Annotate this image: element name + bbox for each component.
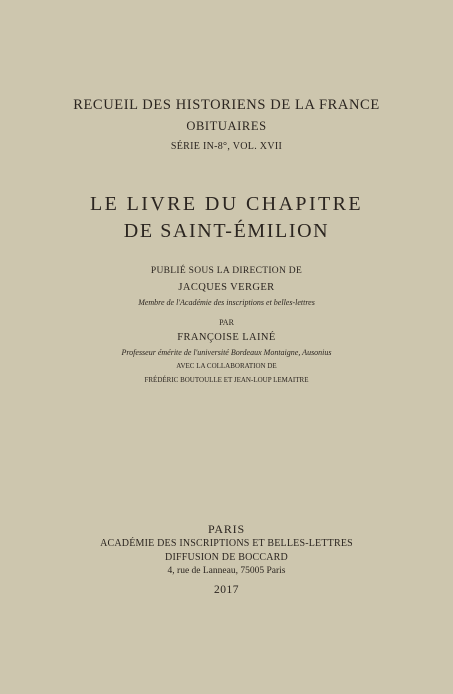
collaboration-label: AVEC LA COLLABORATION DE	[176, 362, 277, 370]
imprint-publisher: ACADÉMIE DES INSCRIPTIONS ET BELLES-LETTRES	[100, 538, 353, 549]
collaborator-names: FRÉDÉRIC BOUTOULLE ET JEAN-LOUP LEMAITRE	[144, 376, 309, 384]
director-role: Membre de l'Académie des inscriptions et belles-lettres	[138, 298, 315, 307]
imprint-year: 2017	[214, 584, 239, 596]
book-title-line-2: DE SAINT-ÉMILION	[123, 220, 330, 242]
author-role: Professeur émérite de l'université Bordeaux Montaigne, Ausonius	[121, 348, 332, 357]
imprint-address: 4, rue de Lanneau, 75005 Paris	[167, 566, 286, 576]
subseries-title: OBITUAIRES	[186, 119, 267, 133]
par-label: PAR	[219, 318, 234, 327]
book-title-line-1: LE LIVRE DU CHAPITRE	[90, 193, 363, 215]
series-volume: SÉRIE IN-8°, VOL. XVII	[170, 141, 283, 152]
director-name: JACQUES VERGER	[178, 282, 275, 293]
imprint-city: PARIS	[208, 522, 245, 536]
series-title: RECUEIL DES HISTORIENS DE LA FRANCE	[73, 97, 380, 113]
direction-label: PUBLIÉ SOUS LA DIRECTION DE	[150, 266, 303, 276]
imprint-diffusion: DIFFUSION DE BOCCARD	[165, 552, 288, 563]
author-name: FRANÇOISE LAINÉ	[177, 332, 276, 343]
